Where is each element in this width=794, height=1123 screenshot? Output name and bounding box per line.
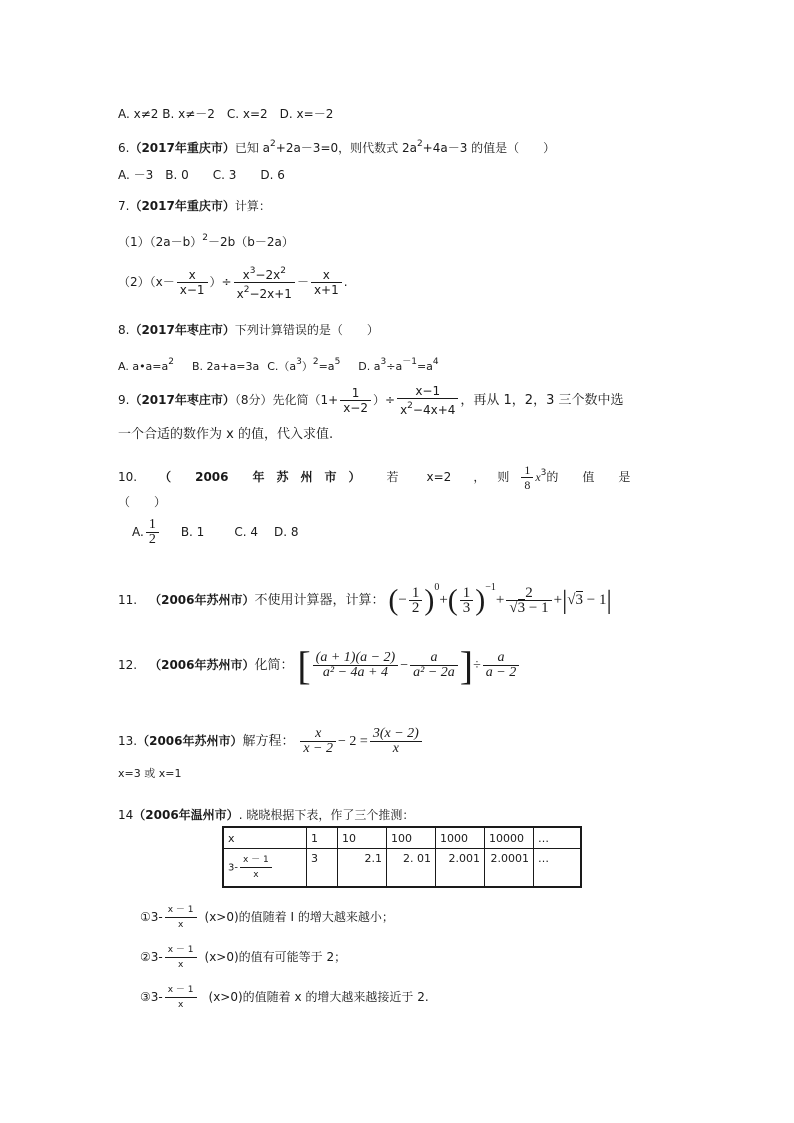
q10-opt-c: C. 4 [234,525,258,539]
guess-1-mark: ①3- [140,910,163,924]
q6-sup-2: 2 [416,139,423,149]
q7-fraction-b-num-x: x [242,268,250,282]
q11-paren-r1: ) [424,583,435,617]
q11-paren-r2: ) [475,583,486,617]
q7-fraction-b-num [234,264,295,283]
q12-b-den: a² − 2a [413,665,455,681]
q7-stem: 计算： [234,199,271,213]
q7-fraction-c-num: x [311,268,342,283]
q7-part1 [118,230,294,250]
q13-source: （2006年苏州市） [137,734,243,748]
q11-paren-l2: ( [447,583,458,617]
q9-fraction-a [340,386,371,415]
q9-fraction-b-num: x−1 [397,384,458,399]
q8-options [118,354,439,375]
table-cell: 2.1 [338,849,387,888]
q12-frac-a [313,651,399,680]
q13-frac-l [300,727,336,756]
q8-opt-d2: ÷a [386,360,403,373]
q8-sup-d2: －1 [402,357,417,367]
q12-a-num: (a + 1)(a − 2) [313,651,399,666]
q8-opt-a: A. a•a=a [118,360,169,373]
q12-a-den: a² − 4a + 4 [322,665,388,681]
q6-sup-1: 2 [270,139,276,149]
q7-part2-lead: （2）（x－ [118,275,175,289]
q10-fraction-den: 8 [524,478,531,492]
q6-number: 6. [118,141,130,155]
q7-sup-3: 3 [249,266,256,276]
guess-1-fraction [165,903,197,932]
q11-third-num: 1 [460,586,474,601]
q10-fraction [521,463,533,492]
table-cell: 2.0001 [485,849,534,888]
question-8 [118,322,379,338]
q10-comma: ， [473,470,486,484]
q7-end: . [343,275,348,289]
table-cell: 10000 [485,827,534,849]
q7-fraction-c [311,268,342,297]
q5-options: A. x≠2 B. x≠－2 C. x=2 D. x=－2 [118,107,334,121]
q9-stem-b: ，再从 1，2，3 三个数中选 [460,393,624,408]
q10-var: x [535,470,541,484]
q12-frac-c [483,651,519,680]
q11-sqrt3-den: 3 [517,600,526,617]
q8-sup-c2: 2 [312,357,319,367]
guess-2-mark: ②3- [140,950,163,964]
q11-frac-third [460,586,474,615]
guess-2-text: (x>0)的值有可能等于 2； [204,950,347,964]
q8-opt-c3: =a [318,360,335,373]
question-13 [118,720,424,763]
q7-sup-2: 2 [280,266,286,276]
q9-source: （2017年枣庄市） [129,393,235,407]
q10-paren: （ ） [118,495,167,509]
question-14 [118,807,414,823]
q11-number: 11. [118,593,138,607]
q12-bracket-l: [ [297,642,311,688]
q10-opt-a-num: 1 [146,518,159,533]
q11-expression: (− $\frac{1}{2}$ )$^0$+( $\frac{1}{3}$ )$^{-1}$+ $\frac{2}{√3 - 1}$ +|√3 − 1| [388,582,612,617]
q13-minus-two: − 2 = [338,734,368,749]
guess-1-text: (x>0)的值随着 I 的增大越来越小； [204,910,394,924]
q14-guess-2 [140,940,346,974]
question-7 [118,198,271,214]
guess-3-text: (x>0)的值随着 x 的增大越来越接近于 2. [208,990,429,1004]
q11-two: 2 [506,586,551,601]
q11-abs-r: | [606,585,612,615]
q11-frac-sqrt-den: √3 − 1 [509,600,549,617]
q13-r-den: x [392,741,399,757]
q11-paren-l1: ( [388,583,399,617]
guess-2-num: x － 1 [165,943,197,958]
q8-opt-d3: =a [416,360,433,373]
q10-tail: 的 值 是 [546,470,631,484]
q7-part1-tail: －2b（b－2a） [207,235,294,249]
question-9 [118,380,623,421]
q11-expm1: −1 [485,582,496,593]
q7-fraction-a-num: x [177,268,208,283]
q13-number: 13. [118,734,138,748]
table-cell: 3 [307,849,338,888]
q7-part1-sup: 2 [202,233,208,243]
q6-stem-b: +2a－3=0，则代数式 2a [275,141,417,155]
q8-sup-c1: 3 [296,357,302,367]
q7-part2 [118,262,348,302]
q9-fraction-b-den-x: x [400,403,408,417]
q6-stem-a: 已知 a [234,141,271,155]
table-cell: 100 [387,827,436,849]
table-cell: 1000 [436,827,485,849]
q12-stem: 化简： [254,658,294,673]
q11-half-den: 2 [411,600,420,617]
q11-source: （2006年苏州市） [149,593,255,607]
q10-opt-a: A. [132,525,144,539]
q9-fraction-a-num: 1 [340,386,371,401]
q9-number: 9. [118,393,130,407]
table-cell: 1 [307,827,338,849]
guess-1-den: x [177,920,184,930]
q8-opt-d: D. a [358,360,381,373]
guess-3-num: x － 1 [165,983,197,998]
q9-stem-a: 先化简（1+ [272,393,339,407]
guess-3-den: x [177,1000,184,1010]
question-11 [118,566,612,623]
table-row-label-den: x [253,870,259,880]
q13-l-den: x − 2 [303,741,334,757]
q13-r-num: 3(x − 2) [370,727,422,742]
guess-2-fraction [165,943,197,972]
q14-table [222,826,582,888]
q9-fraction-b [397,384,458,417]
q10-number: 10. [118,470,138,484]
q14-stem: . 晓晓根据下表，作了三个推测： [238,808,415,822]
q7-fraction-a [177,268,208,297]
q7-div: ）÷ [209,275,232,289]
q6-options: A. －3 B. 0 C. 3 D. 6 [118,168,285,182]
q8-sup-a: 2 [168,357,174,367]
q7-source: （2017年重庆市） [129,199,235,213]
q8-opt-c2: ） [301,360,313,373]
question-10 [118,455,678,495]
q6-source: （2017年重庆市） [129,141,235,155]
q8-sup-d1: 3 [380,357,387,367]
q10-then: 则 [497,470,510,484]
q13-frac-r [370,727,422,756]
q12-source: （2006年苏州市） [149,658,255,672]
q10-opt-a-fraction [146,518,159,547]
q6-stem-c: +4a－3 的值是（ ） [422,141,556,155]
q12-number: 12. [118,658,138,672]
q11-exp0: 0 [434,582,440,593]
q11-half-num: 1 [409,586,423,601]
q10-fraction-num: 1 [521,463,533,478]
q8-number: 8. [118,323,130,337]
q7-fraction-b-den-rest: −2x+1 [249,287,292,301]
table-row-label-fraction [240,853,272,882]
table-row-label-lead: 3- [228,862,238,874]
table-cell: 2.001 [436,849,485,888]
q8-stem: 下列计算错误的是（ ） [234,323,379,337]
q10-options [132,512,298,552]
q11-abs-l: | [562,585,568,615]
q9-line2: 一个合适的数作为 x 的值，代入求值. [118,427,334,442]
q7-fraction-c-den: x+1 [313,283,339,297]
q14-number: 14 [118,808,134,822]
q12-b-num: a [410,651,458,666]
q7-fraction-b-num-rest: −2x [255,268,281,282]
q12-c-den: a − 2 [485,665,517,681]
q8-source: （2017年枣庄市） [129,323,235,337]
q9-sup-2: 2 [407,401,413,411]
q7-fraction-b-den [234,283,295,301]
table-cell: … [534,849,582,888]
q7-sup-2b: 2 [243,285,250,295]
guess-3-mark: ③3- [140,990,163,1004]
table-row-label [223,849,307,888]
table-row [223,827,581,849]
table-cell: 10 [338,827,387,849]
q9-fraction-a-den: x−2 [343,401,368,415]
q9-fraction-b-den [397,399,458,417]
q8-sup-d3: 4 [432,357,439,367]
q11-minus-one-den: − 1 [528,600,549,617]
q12-expression: [ $\frac{(a + 1)(a - 2)}{\text{a² − 4a + 4}}$ − $\frac{a}{\text{a² − 2a}}$ ]÷ $\frac{a}{a - 2}$ [297,658,521,673]
q12-frac-b [410,651,458,680]
table-row [223,849,581,888]
q11-frac-sqrt [506,586,551,615]
q7-fraction-b-den-x: x [236,287,244,301]
table-row-label-num: x － 1 [240,853,272,868]
q11-sqrt3-abs: 3 [575,592,584,608]
q12-c-num: a [483,651,519,666]
q10-opt-d: D. 8 [273,525,299,539]
q13-expression [298,726,423,757]
q11-frac-half [409,586,423,615]
q13-l-num: x [300,727,336,742]
q13-stem: 解方程： [242,734,295,749]
q7-fraction-b [234,264,295,301]
q7-number: 7. [118,199,130,213]
q8-opt-c: C.（a [267,360,297,373]
q14-guess-3 [140,980,429,1014]
q8-sup-c3: 5 [334,357,341,367]
q8-opt-b: B. 2a+a=3a [192,360,260,373]
table-cell: x [223,827,307,849]
table-cell: 2. 01 [387,849,436,888]
q7-part1-text: （1）（2a－b） [118,235,203,249]
guess-2-den: x [177,960,184,970]
q11-stem: 不使用计算器，计算： [254,593,385,608]
q13-answer: x=3 或 x=1 [118,767,182,780]
q10-opt-b: B. 1 [180,525,205,539]
q10-cond: x=2 [426,470,452,484]
question-12 [118,642,521,689]
q14-source: （2006年温州市） [133,808,239,822]
q9-fraction-b-den-rest: −4x+4 [412,403,456,417]
question-6 [118,136,555,156]
q9-mid: ）÷ [373,393,396,407]
guess-1-num: x － 1 [165,903,197,918]
q7-fraction-a-den: x−1 [179,283,205,297]
q10-stem-a: 若 [386,470,399,484]
q12-bracket-r: ] [459,642,474,688]
q10-opt-a-den: 2 [148,532,156,547]
q9-points: （8分） [234,393,273,407]
q14-guess-1 [140,900,394,934]
q7-minus: － [296,275,309,289]
guess-3-fraction [165,983,197,1012]
table-cell: … [534,827,582,849]
q10-sup-3: 3 [540,468,547,478]
q11-third-den: 3 [462,600,471,617]
q10-source: （ 2006 年 苏 州 市 ） [159,470,361,484]
